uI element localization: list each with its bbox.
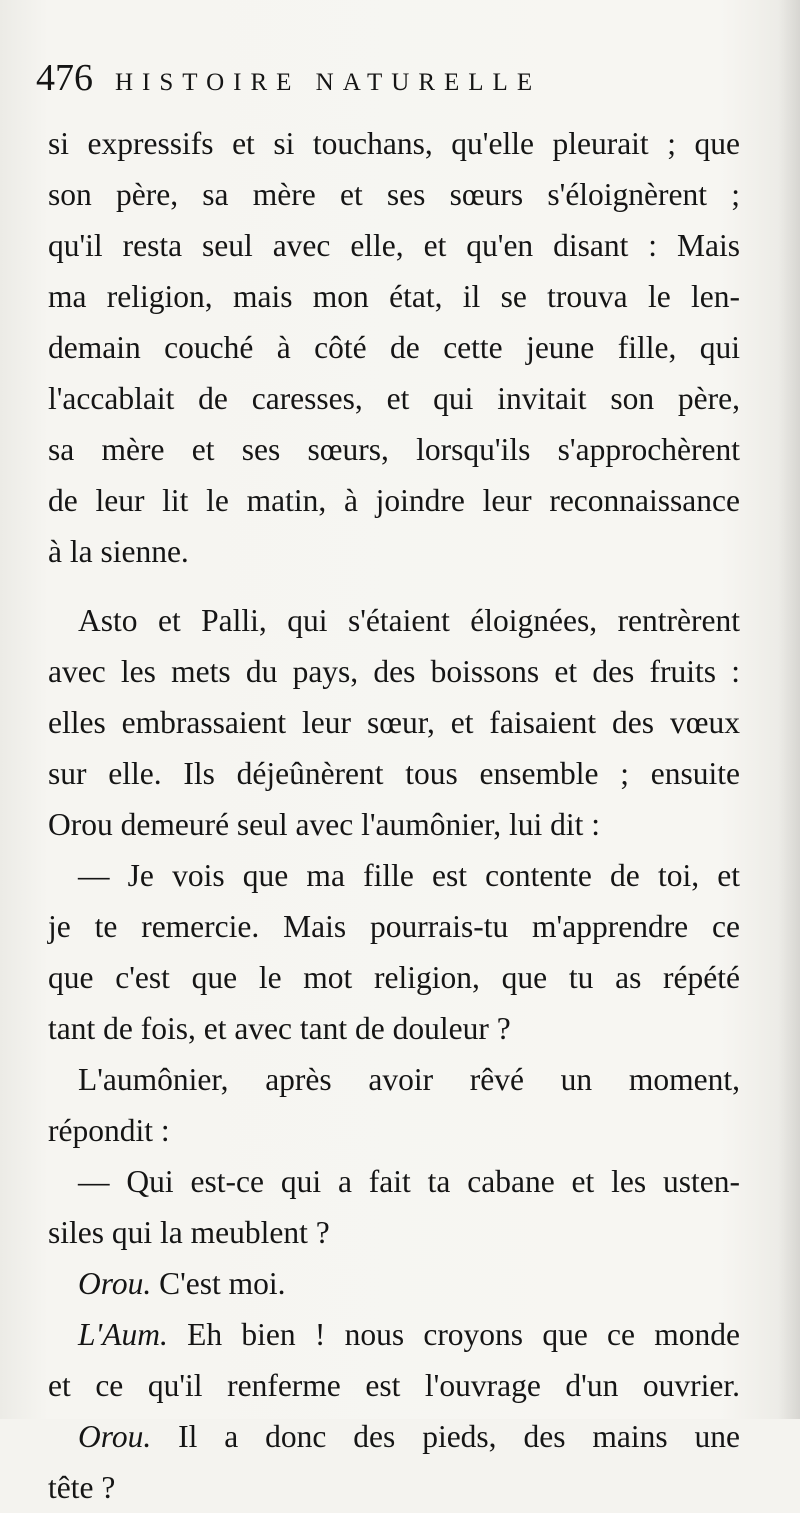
text-line: elles embrassaient leur sœur, et faisaient des vœux xyxy=(48,705,740,740)
body-text xyxy=(48,118,740,1513)
dialogue-line xyxy=(48,1258,740,1309)
paragraph-4 xyxy=(48,1054,740,1156)
page-edge-shadow xyxy=(778,0,800,1419)
text-line: — Qui est-ce qui a fait ta cabane et les usten- xyxy=(78,1164,740,1199)
text-line: à la sienne. xyxy=(48,534,189,569)
paragraph-1 xyxy=(48,118,740,577)
text-line: — Je vois que ma fille est contente de toi, et xyxy=(78,858,740,893)
text-line: ma religion, mais mon état, il se trouva le len- xyxy=(48,279,740,314)
speech-text: C'est moi. xyxy=(159,1266,286,1301)
dialogue-line xyxy=(48,1309,740,1360)
paragraph-5 xyxy=(48,1156,740,1258)
speaker-label: Orou. xyxy=(78,1266,152,1301)
text-line: Orou demeuré seul avec l'aumônier, lui dit : xyxy=(48,807,600,842)
running-title: HISTOIRE NATURELLE xyxy=(115,69,542,96)
text-line: tête ? xyxy=(48,1470,116,1505)
text-line: sa mère et ses sœurs, lorsqu'ils s'approchèrent xyxy=(48,432,740,467)
paragraph-3 xyxy=(48,850,740,1054)
text-line: si expressifs et si touchans, qu'elle pleurait ; que xyxy=(48,126,740,161)
paragraph-2 xyxy=(48,595,740,850)
text-line: qu'il resta seul avec elle, et qu'en disant : Mais xyxy=(48,228,740,263)
text-line: et ce qu'il renferme est l'ouvrage d'un ouvrier. xyxy=(48,1368,740,1403)
text-line: que c'est que le mot religion, que tu as répété xyxy=(48,960,740,995)
speaker-label: Orou. xyxy=(78,1419,152,1454)
text-line: L'aumônier, après avoir rêvé un moment, xyxy=(78,1062,740,1097)
text-line: de leur lit le matin, à joindre leur reconnaissance xyxy=(48,483,740,518)
text-line: sur elle. Ils déjeûnèrent tous ensemble ; ensuite xyxy=(48,756,740,791)
text-line: siles qui la meublent ? xyxy=(48,1215,330,1250)
speaker-label: L'Aum. xyxy=(78,1317,168,1352)
text-line: son père, sa mère et ses sœurs s'éloignèrent ; xyxy=(48,177,740,212)
text-line: avec les mets du pays, des boissons et des fruits : xyxy=(48,654,740,689)
text-line: je te remercie. Mais pourrais-tu m'apprendre ce xyxy=(48,909,740,944)
text-line: Asto et Palli, qui s'étaient éloignées, rentrèrent xyxy=(78,603,740,638)
speech-text: Eh bien ! nous croyons que ce monde xyxy=(187,1317,740,1352)
text-line: répondit : xyxy=(48,1113,170,1148)
page-header xyxy=(36,56,756,106)
page-number: 476 xyxy=(36,57,93,99)
dialogue xyxy=(48,1258,740,1513)
dialogue-line xyxy=(48,1411,740,1462)
text-line: l'accablait de caresses, et qui invitait son père, xyxy=(48,381,740,416)
speech-text: Il a donc des pieds, des mains une xyxy=(178,1419,740,1454)
text-line: tant de fois, et avec tant de douleur ? xyxy=(48,1011,511,1046)
text-line: demain couché à côté de cette jeune fille, qui xyxy=(48,330,740,365)
